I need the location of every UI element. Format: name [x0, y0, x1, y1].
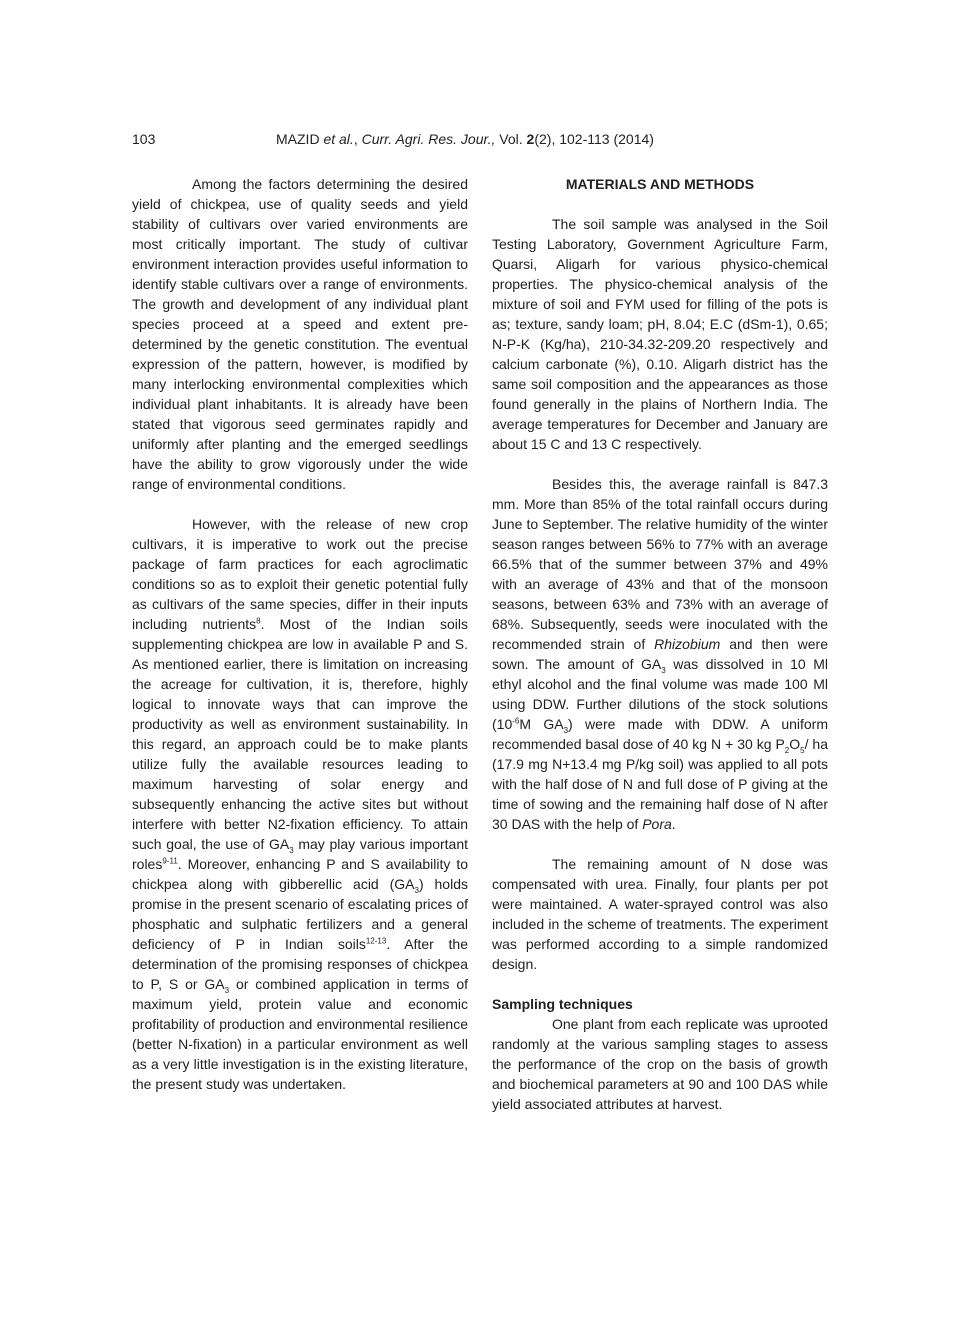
left-paragraph-1: Among the factors determining the desired yield of chickpea, use of quality seeds and yield stability of cultivars over varied environments are most critically important. The study of cultivar environment interaction provides useful information to identify stable cultivars over a range of environments. The growth and development of any individual plant species proceed at a speed and extent pre-determined by the genetic constitution. The eventual expression of the pattern, however, is modified by many interlocking environmental complexities which individual plant inhabitants. It is already have been stated that vigorous seed germinates rapidly and uniformly after planting and the emerged seedlings have the ability to grow vigorously under the wide range of environmental conditions.: [132, 176, 468, 492]
text-run: / ha (17.9 mg N+13.4 mg P/kg soil) was applied to all pots with the half dose of N and full dose of P giving at the time of sowing and the remaining half dose of N after 30 DAS with the help of: [492, 736, 829, 832]
text-run: ) holds promise in the present scenario of escalating prices of phosphatic and sulphatic fertilizers and a general deficiency of P in Indian soils: [132, 876, 468, 952]
text-run: ) were made with DDW. A uniform recommended basal dose of 40 kg N + 30 kg P: [492, 716, 829, 752]
header-etal: et al.: [323, 131, 354, 147]
text-run: or combined application in terms of maximum yield, protein value and economic profitability of production and environmental resilience (better N-fixation) in a particular environment as well as a very little investigation is in the existing literature, the present study was undertaken.: [132, 976, 469, 1092]
text-run: .: [671, 816, 676, 832]
running-head: MAZID et al., Curr. Agri. Res. Jour., Vol. 2(2), 102-113 (2014): [276, 131, 654, 147]
right-paragraph-3: The remaining amount of N dose was compensated with urea. Finally, four plants per pot were maintained. A water-sprayed control was also included in the scheme of treatments. The experiment was performed according to a simple randomized design.: [492, 856, 828, 972]
header-vol-number: 2: [526, 131, 535, 147]
subscript: 5: [800, 745, 805, 755]
text-run: and then were sown. The amount of GA: [492, 636, 828, 672]
subsection-title-sampling: Sampling techniques: [492, 996, 633, 1012]
subscript: 2: [784, 745, 790, 755]
header-journal: Curr. Agri. Res. Jour.,: [361, 131, 496, 147]
text-run: . After the determination of the promising responses of chickpea to P, S or GA: [132, 936, 468, 992]
text-run: may play various important roles: [132, 836, 468, 872]
text-run: Besides this, the average rainfall is 847.3 mm. More than 85% of the total rainfall occurs during June to September. The relative humidity of the winter season ranges between 56% to 77% with an average 66.5% that of the summer between 37% and 49% with an average of 43% and that of the monsoon seasons, between 63% and 73% with an average of 68%. Subsequently, seeds were inoculated with the recommended strain of: [492, 476, 828, 652]
left-paragraph-2: [132, 514, 468, 1094]
right-paragraph-2: [492, 474, 828, 834]
header-authors: MAZID: [276, 131, 320, 147]
text-run: . Moreover, enhancing P and S availability to chickpea along with gibberellic acid (GA: [132, 856, 468, 892]
subscript: 3: [414, 885, 419, 895]
citation-ref: 9-11: [162, 856, 178, 866]
right-column: [492, 174, 828, 1114]
right-paragraph-4: One plant from each replicate was uprooted randomly at the various sampling stages to assess the performance of the crop on the basis of growth and biochemical parameters at 90 and 100 DAS while yield associated attributes at harvest.: [492, 1016, 828, 1112]
page-number: 103: [132, 131, 156, 147]
subscript: 3: [661, 665, 666, 675]
citation-ref: 12-13: [365, 936, 387, 946]
citation-ref: 8: [256, 616, 261, 626]
text-run: O: [789, 736, 801, 752]
species-name: Rhizobium: [654, 636, 721, 652]
superscript: -6: [512, 716, 520, 726]
text-run: . Most of the Indian soils supplementing chickpea are low in available P and S. As mentioned earlier, there is limitation on increasing the acreage for cultivation, it is, therefore, highly logical to innovate ways that can improve the productivity as well as environment sustainability. In this regard, an approach could be to make plants utilize fully the available resources leading to maximum harvesting of solar energy and subsequently enhancing the active sites but without interfere with better N2-fixation efficiency. To attain such goal, the use of GA: [132, 616, 468, 852]
section-title-materials-methods: MATERIALS AND METHODS: [565, 176, 755, 192]
subscript: 3: [224, 985, 230, 995]
text-run: was dissolved in 10 Ml ethyl alcohol and the final volume was made 100 Ml using DDW. Further dilutions of the stock solutions (10: [492, 656, 828, 732]
subscript: 3: [563, 725, 569, 735]
subscript: 3: [289, 845, 294, 855]
text-run: M GA: [519, 716, 564, 732]
text-run: However, with the release of new crop cultivars, it is imperative to work out the precise package of farm practices for each agroclimatic conditions so as to exploit their genetic potential fully as cultivars of the same species, differ in their inputs including nutrients: [132, 516, 468, 632]
left-column: [132, 174, 468, 1094]
header-vol-rest: (2), 102-113 (2014): [534, 131, 654, 147]
header-vol-label: Vol.: [499, 131, 523, 147]
right-paragraph-1: The soil sample was analysed in the Soil Testing Laboratory, Government Agriculture Farm, Quarsi, Aligarh for various physico-chemical properties. The physico-chemical analysis of the mixture of soil and FYM used for filling of the pots is as; texture, sandy loam; pH, 8.04; E.C (dSm-1), 0.65; N-P-K (Kg/ha), 210-34.32-209.20 respectively and calcium carbonate (%), 0.10. Aligarh district has the same soil composition and the appearances as those found generally in the plains of Northern India. The average temperatures for December and January are about 15 C and 13 C respectively.: [492, 216, 828, 452]
tool-name: Pora: [642, 816, 672, 832]
